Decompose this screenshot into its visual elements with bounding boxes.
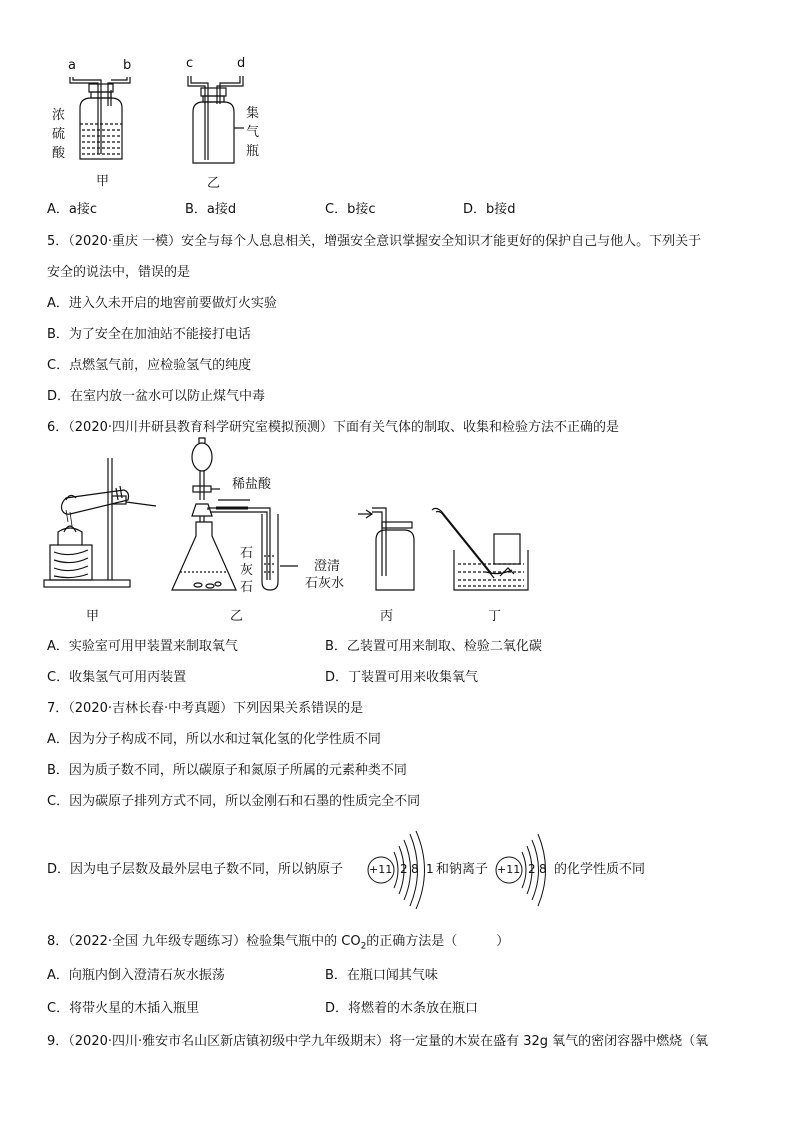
q7-option-d-part3: 的化学性质不同 (554, 862, 646, 877)
caption-yi: 乙 (207, 176, 221, 191)
label-hcl: 稀盐酸 (232, 477, 272, 492)
label-b: b (123, 58, 132, 73)
q8-stem (47, 933, 509, 956)
q5-option-b: B．为了安全在加油站不能接打电话 (47, 327, 251, 342)
q6-stem: 6．（2020·四川井研县教育科学研究室模拟预测）下面有关气体的制取、收集和检验方法不正确的是 (47, 420, 619, 435)
gas-bottle-drawings (0, 0, 794, 200)
q8-stem-pre: 8．（2022·全国 九年级专题练习）检验集气瓶中的 CO (47, 934, 361, 949)
caption-jia-2: 甲 (86, 609, 100, 624)
q7-option-d-part1: D．因为电子层数及最外层电子数不同，所以钠原子 (47, 862, 344, 877)
caption-bing: 丙 (380, 609, 394, 624)
q5-stem-1: 5．（2020·重庆 一模）安全与每个人息息相关，增强安全意识掌握安全知识才能更好的保护自己与他人。下列关于 (47, 234, 702, 249)
q5-option-d: D．在室内放一盆水可以防止煤气中毒 (47, 389, 266, 404)
caption-ding: 丁 (488, 609, 502, 624)
apparatus-drawings (0, 440, 794, 640)
q6-option-b: B．乙装置可用来制取、检验二氧化碳 (325, 639, 542, 654)
label-jq-3: 瓶 (246, 144, 260, 159)
na-atom-shell-1: 2 (400, 862, 408, 876)
label-jq-1: 集 (246, 106, 260, 121)
q5-stem-2: 安全的说法中，错误的是 (47, 265, 191, 280)
na-atom-nucleus: +11 (369, 863, 393, 876)
q7-option-b: B．因为质子数不同，所以碳原子和氮原子所属的元素种类不同 (47, 763, 407, 778)
q8-stem-sub: 2 (360, 941, 367, 952)
label-limewater-2: 石灰水 (305, 576, 345, 591)
caption-jia: 甲 (96, 174, 110, 189)
q8-option-b: B．在瓶口闻其气味 (325, 968, 438, 983)
q5-option-c: C．点燃氢气前，应检验氢气的纯度 (47, 358, 252, 373)
na-atom-shell-2: 8 (411, 862, 419, 876)
q4-option-c: C．b接c (325, 202, 376, 217)
caption-yi-2: 乙 (230, 609, 244, 624)
label-conc-1: 浓 (52, 108, 66, 123)
q7-option-d-part2: 和钠离子 (436, 862, 489, 877)
label-jq-2: 气 (246, 125, 260, 140)
q6-option-d: D．丁装置可用来收集氧气 (325, 670, 479, 685)
label-conc-3: 酸 (52, 146, 66, 161)
label-limestone-2: 灰 (240, 563, 254, 578)
na-ion-nucleus: +11 (497, 863, 521, 876)
label-limestone-1: 石 (240, 546, 254, 561)
na-ion-shell-1: 2 (528, 862, 536, 876)
label-limestone-3: 石 (240, 580, 254, 595)
q9-stem: 9．（2020·四川·雅安市名山区新店镇初级中学九年级期末）将一定量的木炭在盛有 32g 氧气的密闭容器中燃烧（氧 (47, 1034, 709, 1049)
na-ion-shell-2: 8 (539, 862, 547, 876)
q8-option-d: D．将燃着的木条放在瓶口 (325, 1001, 479, 1016)
q7-stem: 7．（2020·吉林长春·中考真题）下列因果关系错误的是 (47, 701, 364, 716)
q7-option-a: A．因为分子构成不同，所以水和过氧化氢的化学性质不同 (47, 732, 381, 747)
na-atom-shell-3: 1 (426, 862, 434, 876)
label-d: d (237, 56, 246, 71)
q8-option-c: C．将带火星的木插入瓶里 (47, 1001, 200, 1016)
label-c: c (186, 56, 194, 71)
q7-option-c: C．因为碳原子排列方式不同，所以金刚石和石墨的性质完全不同 (47, 794, 421, 809)
q4-option-a: A．a接c (47, 202, 98, 217)
q8-stem-post: 的正确方法是（ ） (366, 934, 510, 949)
q5-option-a: A．进入久未开启的地窖前要做灯火实验 (47, 296, 277, 311)
q6-option-a: A．实验室可用甲装置来制取氧气 (47, 639, 238, 654)
q4-option-b: B．a接d (185, 202, 237, 217)
q6-option-c: C．收集氢气可用丙装置 (47, 670, 187, 685)
label-conc-2: 硫 (52, 127, 66, 142)
q4-option-d: D．b接d (463, 202, 516, 217)
label-a: a (68, 58, 76, 73)
q8-option-a: A．向瓶内倒入澄清石灰水振荡 (47, 968, 225, 983)
label-limewater-1: 澄清 (314, 559, 341, 574)
